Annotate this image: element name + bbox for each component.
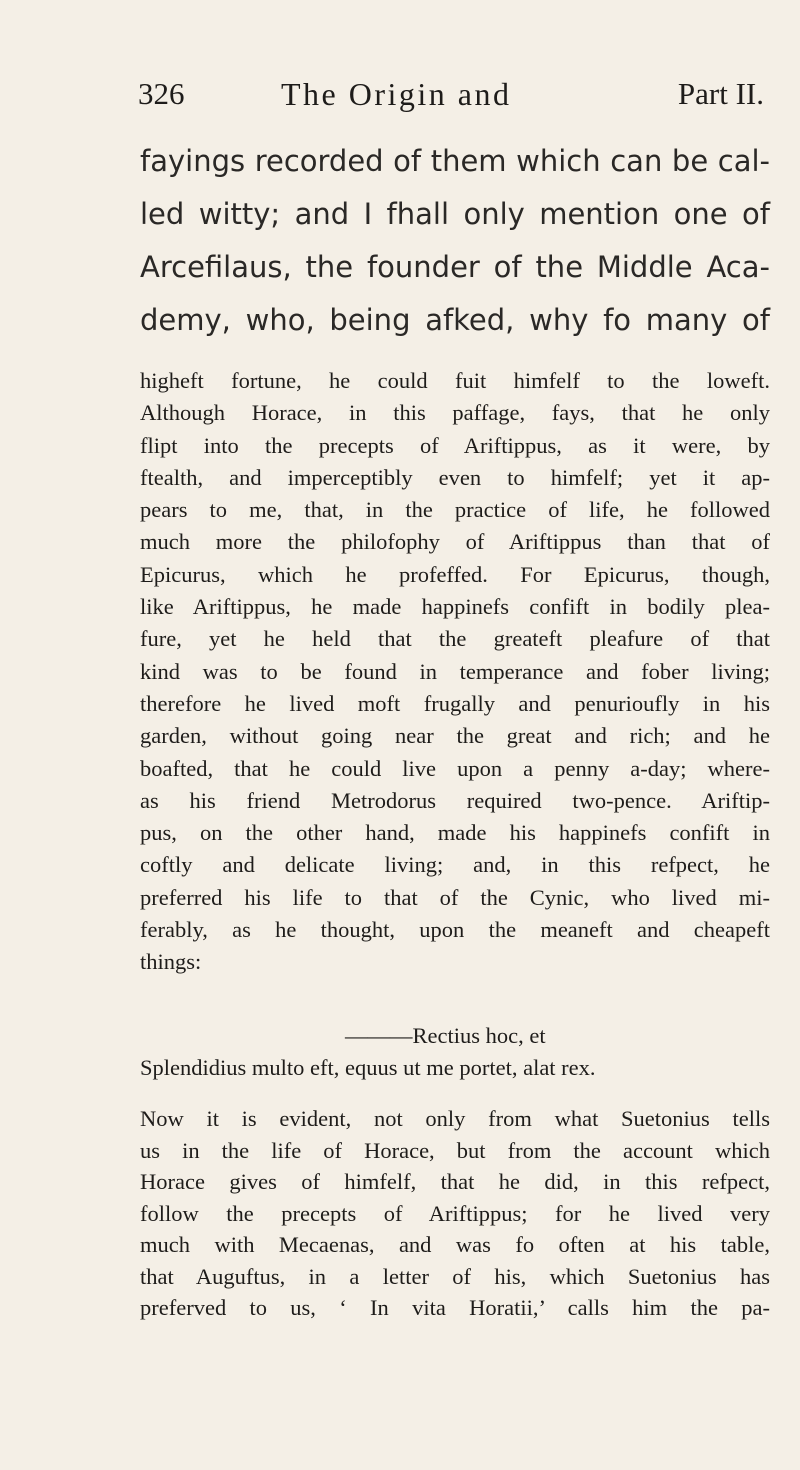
body-paragraph-2 xyxy=(140,1103,770,1324)
text-line: pears to me, that, in the practice of life, he followed xyxy=(140,497,770,523)
page-number: 326 xyxy=(138,76,185,111)
text-line: ftealth, and imperceptibly even to himfelf; yet it ap- xyxy=(140,464,770,490)
text-line: fayings recorded of them which can be cal- xyxy=(140,144,770,178)
text-line: Although Horace, in this paffage, fays, that he only xyxy=(140,400,770,426)
quote-line: Splendidius multo eft, equus ut me portet, alat rex. xyxy=(140,1055,596,1080)
text-line: preferred his life to that of the Cynic, who lived mi- xyxy=(140,884,770,910)
text-line: like Ariftippus, he made happinefs confift in bodily plea- xyxy=(140,594,770,620)
text-line: things: xyxy=(140,949,202,975)
text-line: as his friend Metrodorus required two-pence. Ariftip- xyxy=(140,787,770,813)
text-line: demy, who, being afked, why fo many of xyxy=(140,303,770,337)
text-line: pus, on the other hand, made his happinefs confift in xyxy=(140,820,770,846)
large-type-paragraph xyxy=(140,135,770,347)
text-line: follow the precepts of Ariftippus; for he lived very xyxy=(140,1200,770,1226)
part-label: Part II. xyxy=(677,76,764,111)
text-line: boafted, that he could live upon a penny a-day; where- xyxy=(140,755,770,781)
text-line: led witty; and I fhall only mention one of xyxy=(140,197,770,231)
running-header xyxy=(138,72,768,122)
text-line: much more the philofophy of Ariftippus than that of xyxy=(140,529,770,555)
text-line: higheft fortune, he could fuit himfelf to the loweft. xyxy=(140,368,770,393)
text-line: us in the life of Horace, but from the account which xyxy=(140,1137,770,1163)
text-line: ferably, as he thought, upon the meaneft and cheapeft xyxy=(140,917,770,943)
verse-quotation xyxy=(140,1020,770,1084)
text-line: kind was to be found in temperance and fober living; xyxy=(140,658,770,684)
text-line: Horace gives of himfelf, that he did, in this refpect, xyxy=(140,1169,770,1194)
text-line: Now it is evident, not only from what Suetonius tells xyxy=(140,1106,770,1131)
text-line: therefore he lived moft frugally and penurioufly in his xyxy=(140,690,770,716)
text-line: preferved to us, ‘ In vita Horatii,’ calls him the pa- xyxy=(140,1295,770,1320)
text-line: flipt into the precepts of Ariftippus, as it were, by xyxy=(140,432,770,458)
text-line: Arcefilaus, the founder of the Middle Aca- xyxy=(140,250,770,284)
text-line: that Auguftus, in a letter of his, which Suetonius has xyxy=(140,1263,770,1289)
text-line: fure, yet he held that the greateft pleafure of that xyxy=(140,626,770,652)
running-title: The Origin and xyxy=(281,76,512,112)
quote-line: ———Rectius hoc, et xyxy=(345,1023,546,1048)
body-paragraph-1 xyxy=(140,365,770,979)
text-line: garden, without going near the great and rich; and he xyxy=(140,723,770,749)
text-line: Epicurus, which he profeffed. For Epicurus, though, xyxy=(140,561,770,587)
text-line: coftly and delicate living; and, in this refpect, he xyxy=(140,852,770,878)
text-line: much with Mecaenas, and was fo often at his table, xyxy=(140,1232,770,1257)
